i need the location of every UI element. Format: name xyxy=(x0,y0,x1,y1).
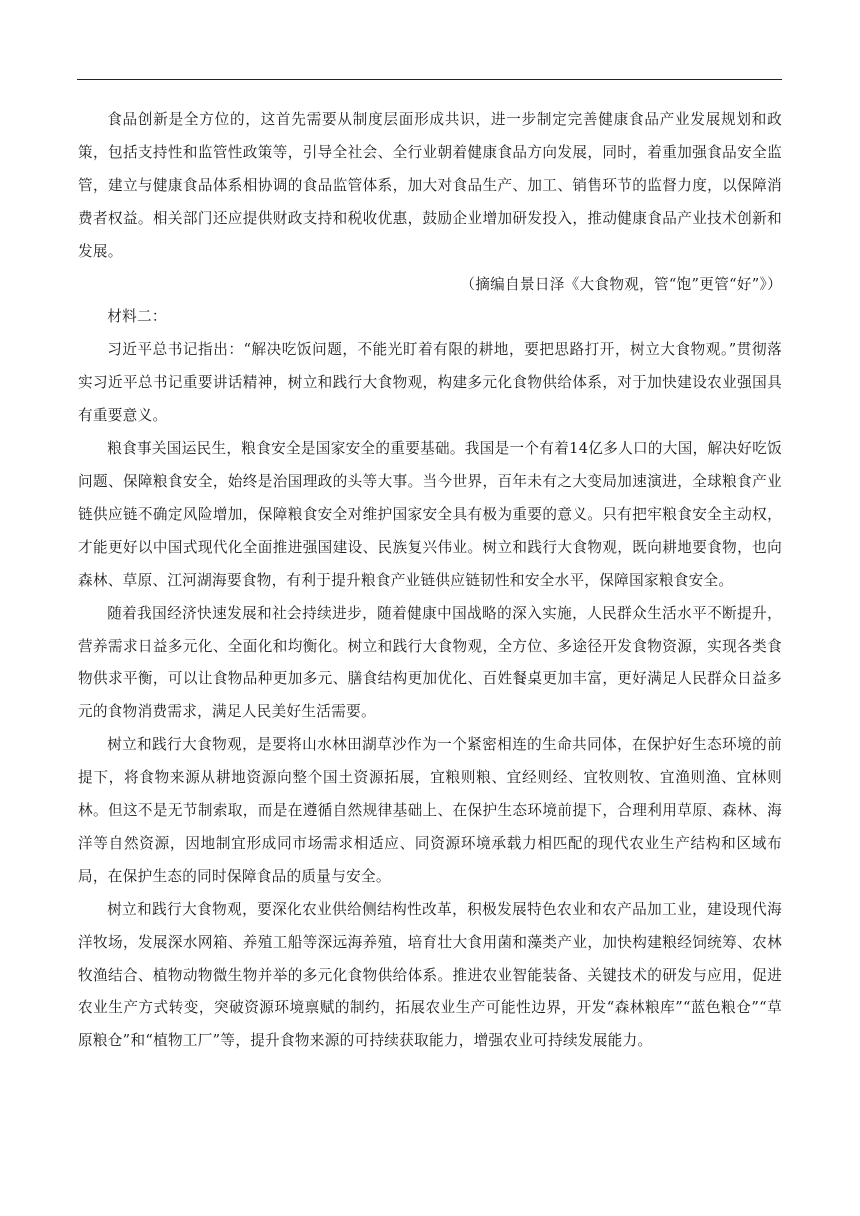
paragraph-nutrition-needs: 随着我国经济快速发展和社会持续进步，随着健康中国战略的深入实施，人民群众生活水平不断提升，营养需求日益多元化、全面化和均衡化。树立和践行大食物观，全方位、多途径开发食物资源，实现各类食物供求平衡，可以让食物品种更加多元、膳食结构更加优化、百姓餐桌更加丰富，更好满足人民群众日益多元的食物消费需求，满足人民美好生活需要。 xyxy=(78,604,782,721)
paragraph-grain-security: 粮食事关国运民生，粮食安全是国家安全的重要基础。我国是一个有着14亿多人口的大国，解决好吃饭问题、保障粮食安全，始终是治国理政的头等大事。当今世界，百年未有之大变局加速演进，全球粮食产业链供应链不确定风险增加，保障粮食安全对维护国家安全具有极为重要的意义。只有把牢粮食安全主动权，才能更好以中国式现代化全面推进强国建设、民族复兴伟业。树立和践行大食物观，既向耕地要食物，也向森林、草原、江河湖海要食物，有利于提升粮食产业链供应链韧性和安全水平，保障国家粮食安全。 xyxy=(78,440,782,589)
source-citation: （摘编自景日泽《大食物观，管“饱”更管“好”》） xyxy=(460,275,782,293)
paragraph-food-innovation: 食品创新是全方位的，这首先需要从制度层面形成共识，进一步制定完善健康食品产业发展规划和政策，包括支持性和监管性政策等，引导全社会、全行业朝着健康食品方向发展，同时，着重加强食品安全监管，建立与健康食品体系相协调的食品监管体系，加大对食品生产、加工、销售环节的监督力度，以保障消费者权益。相关部门还应提供财政支持和税收优惠，鼓励企业增加研发投入，推动健康食品产业技术创新和发展。 xyxy=(78,111,782,260)
paragraph-quote: 习近平总书记指出：“解决吃饭问题，不能光盯着有限的耕地，要把思路打开，树立大食物观。”贯彻落实习近平总书记重要讲话精神，树立和践行大食物观，构建多元化食物供给体系，对于加快建设农业强国具有重要意义。 xyxy=(78,341,782,425)
header-rule xyxy=(77,79,782,80)
paragraph-ecology: 树立和践行大食物观，是要将山水林田湖草沙作为一个紧密相连的生命共同体，在保护好生态环境的前提下，将食物来源从耕地资源向整个国土资源拓展，宜粮则粮、宜经则经、宜牧则牧、宜渔则渔、宜林则林。但这不是无节制索取，而是在遵循自然规律基础上、在保护生态环境前提下，合理利用草原、森林、海洋等自然资源，因地制宜形成同市场需求相适应、同资源环境承载力相匹配的现代农业生产结构和区域布局，在保护生态的同时保障食品的质量与安全。 xyxy=(78,736,782,885)
paragraph-supply-reform: 树立和践行大食物观，要深化农业供给侧结构性改革，积极发展特色农业和农产品加工业，建设现代海洋牧场，发展深水网箱、养殖工船等深远海养殖，培育壮大食用菌和藻类产业，加快构建粮经饲统筹、农林牧渔结合、植物动物微生物并举的多元化食物供给体系。推进农业智能装备、关键技术的研发与应用，促进农业生产方式转变，突破资源环境禀赋的制约，拓展农业生产可能性边界，开发“森林粮库”“蓝色粮仓”“草原粮仓”和“植物工厂”等，提升食物来源的可持续获取能力，增强农业可持续发展能力。 xyxy=(78,900,782,1050)
section-heading-material-two: 材料二： xyxy=(107,308,167,326)
document-body xyxy=(78,104,782,1058)
